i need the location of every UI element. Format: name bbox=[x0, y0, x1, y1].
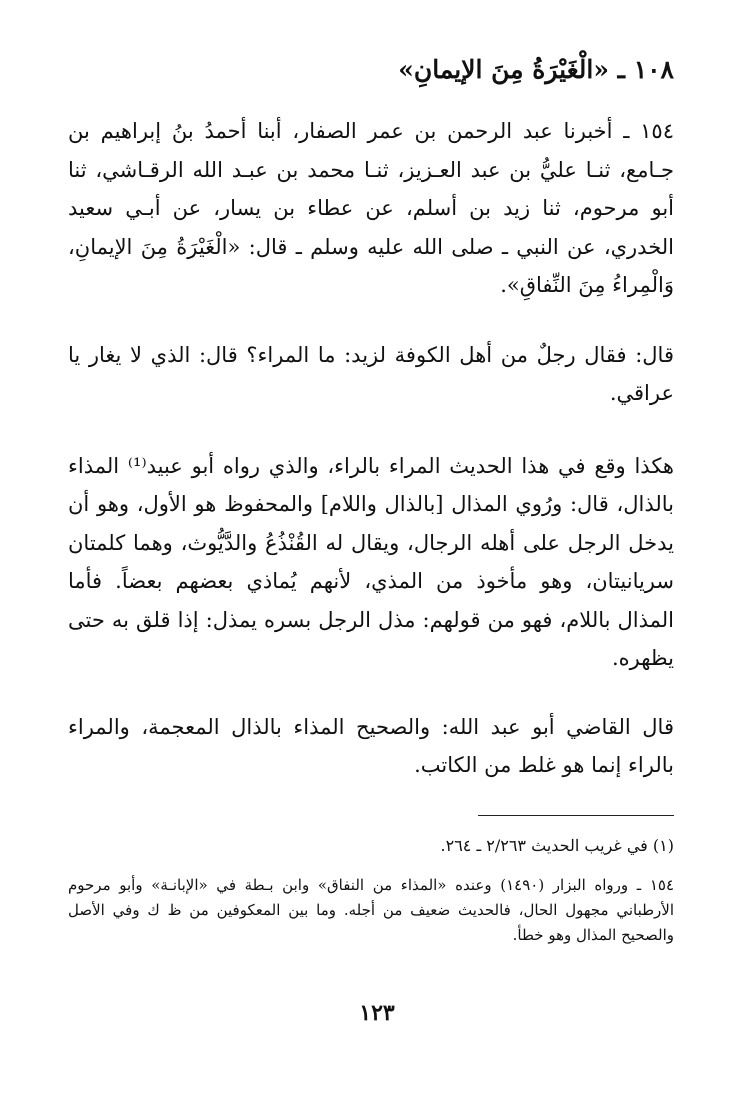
footnote-2: ١٥٤ ـ ورواه البزار (١٤٩٠) وعنده «المذاء من النفاق» وابن بـطة في «الإبانـة» وأبو مرحوم الأرطباني مجهول الحال، فالحديث ضعيف من أجله. وما بين المعكوفين من ظ ك وفي الأصل والصحيح المذال وهو خطأ. bbox=[68, 876, 675, 944]
explanation-paragraph: هكذا وقع في هذا الحديث المراء بالراء، والذي رواه أبو عبيد⁽¹⁾ المذاء بالذال، قال: ورُوي المذال [بالذال واللام] والمحفوظ هو الأول، وهو أن يدخل الرجل على أهله الرجال، ويقال له القُنْذُعُ والدَّيُّوث، وهما كلمتان سريانيتان، وهو مأخوذ من المذي، لأنهم يُماذي بعضهم بعضاً. فأما المذال باللام، فهو من قولهم: مذل الرجل بسره يمذل: إذا قلق به حتى يظهره. bbox=[68, 453, 674, 670]
footnote-1: (١) في غريب الحديث ٢/٢٦٣ ـ ٢٦٤. bbox=[440, 836, 674, 855]
footnotes bbox=[68, 832, 674, 948]
main-text bbox=[68, 112, 674, 785]
running-header: ١٠٨ ـ «الْغَيْرَةُ مِنَ الإيمانِ» bbox=[398, 55, 674, 84]
dialogue-paragraph: قال: فقال رجلٌ من أهل الكوفة لزيد: ما المراء؟ قال: الذي لا يغار يا عراقي. bbox=[68, 342, 674, 405]
hadith-paragraph: ١٥٤ ـ أخبرنا عبد الرحمن بن عمر الصفار، أبنا أحمدُ بنُ إبراهيم بن جـامع، ثنـا عليُّ بن عبد العـزيز، ثنـا محمد بن عبـد الله الرقـاشي، ثنا أبو مرحوم، ثنا زيد بن أسلم، عن عطاء بن يسار، عن أبـي سعيد الخدري، عن النبي ـ صلى الله عليه وسلم ـ قال: «الْغَيْرَةُ مِنَ الإيمانِ، وَالْمِراءُ مِنَ النِّفاقِ». bbox=[68, 119, 674, 297]
footnote-divider bbox=[478, 815, 674, 816]
page-number: ١٢٣ bbox=[359, 1000, 395, 1026]
qadi-comment-paragraph: قال القاضي أبو عبد الله: والصحيح المذاء بالذال المعجمة، والمراء بالراء إنما هو غلط من الكاتب. bbox=[68, 714, 674, 777]
